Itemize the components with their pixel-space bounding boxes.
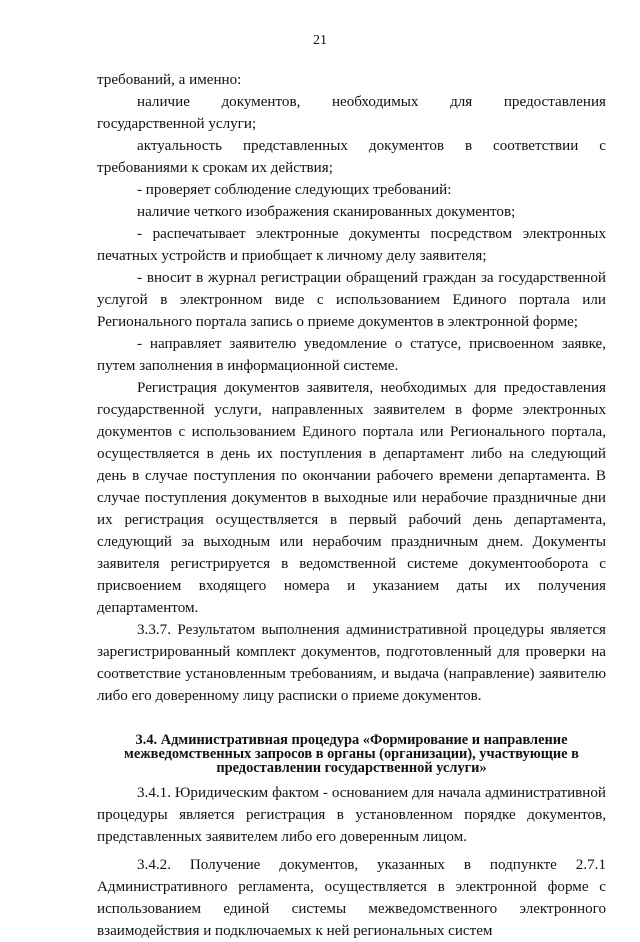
paragraph: актуальность представленных документов в соответствии с требованиями к срокам их действия; xyxy=(97,138,606,176)
paragraph: - направляет заявителю уведомление о статусе, присвоенном заявке, путем заполнения в информационной системе. xyxy=(97,336,606,374)
paragraph: Регистрация документов заявителя, необходимых для предоставления государственной услуги, направленных заявителем в форме электронных документов с использованием Единого портала или Регионального портала, осуществляется в день их поступления в департамент либо на следующий день в случае поступления по окончании рабочего времени департамента. В случае поступления документов в выходные или нерабочие праздничные дни их регистрация осуществляется в первый рабочий день департамента, следующий за выходным или нерабочим праздничным днем. Документы заявителя регистрируется в ведомственной системе документооборота с присвоением входящего номера и указанием даты их получения департаментом. xyxy=(97,380,606,616)
paragraph: - вносит в журнал регистрации обращений граждан за государственной услугой в электронном виде с использованием Единого портала или Регионального портала запись о приеме документов в электронной форме; xyxy=(97,270,606,330)
heading-line: 3.4. Административная процедура «Формирование и направление xyxy=(135,732,568,748)
page-number: 21 xyxy=(313,33,327,48)
paragraph: 3.3.7. Результатом выполнения административной процедуры является зарегистрированный комплект документов, подготовленный для проверки на соответствие установленным требованиям, и выдача (направление) заявителю либо его доверенному лицу расписки о приеме документов. xyxy=(97,622,606,704)
paragraph: - распечатывает электронные документы посредством электронных печатных устройств и приобщает к личному делу заявителя; xyxy=(97,226,606,264)
paragraph: 3.4.1. Юридическим фактом - основанием для начала административной процедуры является регистрация в установленном порядке документов, представленных заявителем либо его доверенным лицом. xyxy=(97,785,606,845)
paragraph: наличие документов, необходимых для предоставления государственной услуги; xyxy=(97,94,606,132)
heading-line: межведомственных запросов в органы (организации), участвующие в xyxy=(124,746,579,762)
page-content xyxy=(97,69,606,942)
section-heading xyxy=(97,733,606,775)
heading-line: предоставлении государственной услуги» xyxy=(216,760,487,776)
paragraph: наличие четкого изображения сканированных документов; xyxy=(137,204,516,220)
paragraph: - проверяет соблюдение следующих требований: xyxy=(137,182,452,198)
paragraph: 3.4.2. Получение документов, указанных в подпункте 2.7.1 Административного регламента, осуществляется в электронной форме с использованием единой системы межведомственного электронного взаимодействия и подключаемых к ней региональных систем xyxy=(97,857,606,939)
paragraph: требований, а именно: xyxy=(97,72,242,88)
